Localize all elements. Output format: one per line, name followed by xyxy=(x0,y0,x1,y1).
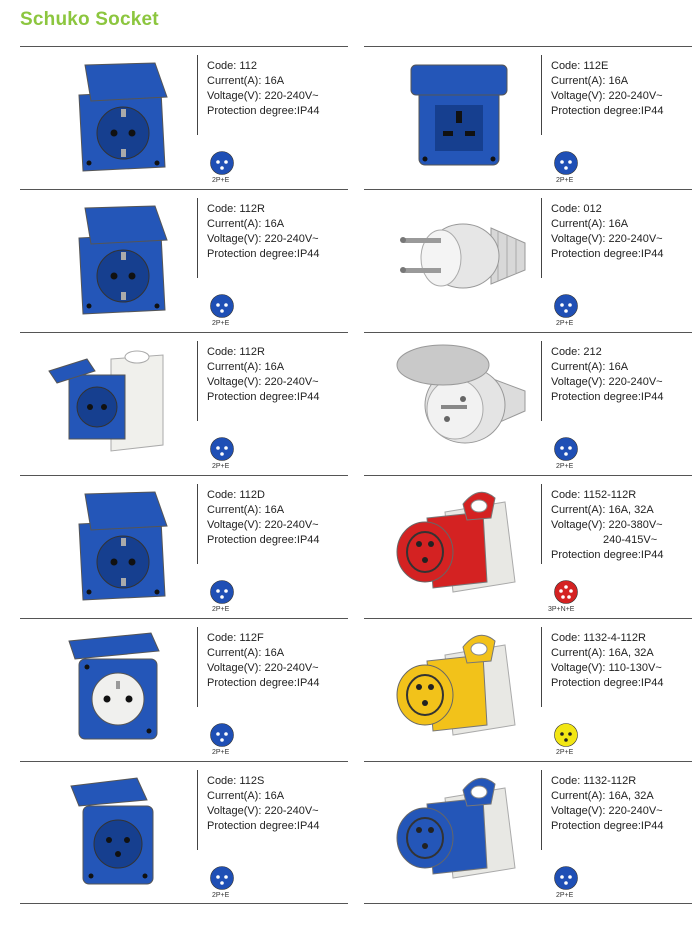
product-voltage: Voltage(V): 220-240V~ xyxy=(207,376,319,388)
divider xyxy=(541,341,542,421)
product-current: Current(A): 16A, 32A xyxy=(551,790,654,802)
pin-config-icon xyxy=(554,294,578,318)
pin-config-label: 2P+E xyxy=(556,177,574,184)
product-column-right xyxy=(364,46,692,904)
product-specs xyxy=(207,631,320,691)
product-voltage: Voltage(V): 220-240V~ xyxy=(551,90,663,102)
pin-config-label: 2P+E xyxy=(212,177,230,184)
product-card xyxy=(20,332,348,475)
product-code: Code: 112R xyxy=(207,346,265,358)
product-protection: Protection degree:IP44 xyxy=(551,549,664,561)
divider xyxy=(197,770,198,850)
product-protection: Protection degree:IP44 xyxy=(207,248,320,260)
product-voltage: Voltage(V): 220-380V~ xyxy=(551,519,663,531)
pin-config-label: 2P+E xyxy=(556,463,574,470)
pin-config-icon xyxy=(210,437,234,461)
divider xyxy=(197,484,198,564)
pin-config-icon xyxy=(554,723,578,747)
product-voltage: 240-415V~ xyxy=(603,534,658,546)
divider xyxy=(541,627,542,707)
pin-config-label: 2P+E xyxy=(212,892,230,899)
divider xyxy=(197,55,198,135)
product-image xyxy=(382,627,534,745)
product-specs xyxy=(207,774,320,834)
product-card xyxy=(364,618,692,761)
product-current: Current(A): 16A xyxy=(207,504,285,516)
product-card xyxy=(364,332,692,475)
product-specs xyxy=(551,774,664,834)
product-code: Code: 112D xyxy=(207,489,265,501)
pin-config-icon xyxy=(554,151,578,175)
product-card xyxy=(20,475,348,618)
divider xyxy=(197,198,198,278)
product-current: Current(A): 16A, 32A xyxy=(551,504,654,516)
divider xyxy=(541,55,542,135)
pin-config-label: 2P+E xyxy=(212,463,230,470)
product-voltage: Voltage(V): 220-240V~ xyxy=(207,805,319,817)
product-specs xyxy=(207,202,320,262)
product-specs xyxy=(551,631,664,691)
product-voltage: Voltage(V): 220-240V~ xyxy=(551,805,663,817)
product-voltage: Voltage(V): 220-240V~ xyxy=(207,519,319,531)
pin-config-label: 3P+N+E xyxy=(548,606,575,613)
product-current: Current(A): 16A xyxy=(551,218,629,230)
product-protection: Protection degree:IP44 xyxy=(207,820,320,832)
product-image xyxy=(38,55,190,173)
product-specs xyxy=(551,345,664,405)
product-protection: Protection degree:IP44 xyxy=(551,391,664,403)
product-voltage: Voltage(V): 220-240V~ xyxy=(207,90,319,102)
product-image xyxy=(38,341,190,459)
pin-config-icon xyxy=(210,151,234,175)
product-column-left xyxy=(20,46,348,904)
product-card xyxy=(364,46,692,189)
product-voltage: Voltage(V): 220-240V~ xyxy=(551,376,663,388)
product-specs xyxy=(551,59,664,119)
product-card xyxy=(364,189,692,332)
product-code: Code: 012 xyxy=(551,203,602,215)
product-protection: Protection degree:IP44 xyxy=(207,105,320,117)
product-image xyxy=(382,198,534,316)
product-card xyxy=(364,761,692,904)
product-current: Current(A): 16A xyxy=(207,361,285,373)
product-image xyxy=(38,770,190,888)
product-current: Current(A): 16A xyxy=(207,218,285,230)
product-specs xyxy=(551,488,664,563)
divider xyxy=(541,484,542,564)
product-voltage: Voltage(V): 220-240V~ xyxy=(551,233,663,245)
product-code: Code: 1132-112R xyxy=(551,775,637,787)
pin-config-icon xyxy=(210,866,234,890)
pin-config-label: 2P+E xyxy=(556,749,574,756)
product-current: Current(A): 16A xyxy=(207,790,285,802)
product-code: Code: 112R xyxy=(207,203,265,215)
product-current: Current(A): 16A xyxy=(551,361,629,373)
product-card xyxy=(20,761,348,904)
product-voltage: Voltage(V): 110-130V~ xyxy=(551,662,662,674)
product-protection: Protection degree:IP44 xyxy=(207,534,320,546)
product-card xyxy=(20,46,348,189)
divider xyxy=(197,341,198,421)
product-image xyxy=(382,770,534,888)
divider xyxy=(541,198,542,278)
product-code: Code: 112E xyxy=(551,60,609,72)
product-current: Current(A): 16A xyxy=(207,75,285,87)
product-current: Current(A): 16A xyxy=(207,647,285,659)
pin-config-icon xyxy=(210,723,234,747)
product-code: Code: 112 xyxy=(207,60,257,72)
product-current: Current(A): 16A xyxy=(551,75,629,87)
product-protection: Protection degree:IP44 xyxy=(207,391,320,403)
pin-config-icon xyxy=(554,580,578,604)
product-protection: Protection degree:IP44 xyxy=(551,677,664,689)
product-voltage: Voltage(V): 220-240V~ xyxy=(207,662,319,674)
pin-config-icon xyxy=(554,437,578,461)
product-card xyxy=(20,618,348,761)
pin-config-label: 2P+E xyxy=(556,892,574,899)
product-protection: Protection degree:IP44 xyxy=(551,820,664,832)
product-image xyxy=(382,55,534,173)
divider xyxy=(197,627,198,707)
product-specs xyxy=(207,59,320,119)
product-voltage: Voltage(V): 220-240V~ xyxy=(207,233,319,245)
product-image xyxy=(38,198,190,316)
product-code: Code: 1152-112R xyxy=(551,489,637,501)
product-code: Code: 1132-4-112R xyxy=(551,632,646,644)
product-specs xyxy=(207,488,320,548)
product-current: Current(A): 16A, 32A xyxy=(551,647,654,659)
product-code: Code: 212 xyxy=(551,346,602,358)
pin-config-label: 2P+E xyxy=(212,749,230,756)
pin-config-icon xyxy=(210,580,234,604)
product-protection: Protection degree:IP44 xyxy=(551,248,664,260)
pin-config-label: 2P+E xyxy=(212,606,230,613)
product-code: Code: 112S xyxy=(207,775,265,787)
pin-config-icon xyxy=(210,294,234,318)
pin-config-label: 2P+E xyxy=(556,320,574,327)
product-image xyxy=(38,484,190,602)
divider xyxy=(541,770,542,850)
product-image xyxy=(38,627,190,745)
product-protection: Protection degree:IP44 xyxy=(207,677,320,689)
pin-config-icon xyxy=(554,866,578,890)
product-image xyxy=(382,341,534,459)
product-protection: Protection degree:IP44 xyxy=(551,105,664,117)
pin-config-label: 2P+E xyxy=(212,320,230,327)
product-specs xyxy=(207,345,320,405)
product-specs xyxy=(551,202,664,262)
product-code: Code: 112F xyxy=(207,632,264,644)
page-title: Schuko Socket xyxy=(20,9,159,30)
product-card xyxy=(20,189,348,332)
product-image xyxy=(382,484,534,602)
product-card xyxy=(364,475,692,618)
